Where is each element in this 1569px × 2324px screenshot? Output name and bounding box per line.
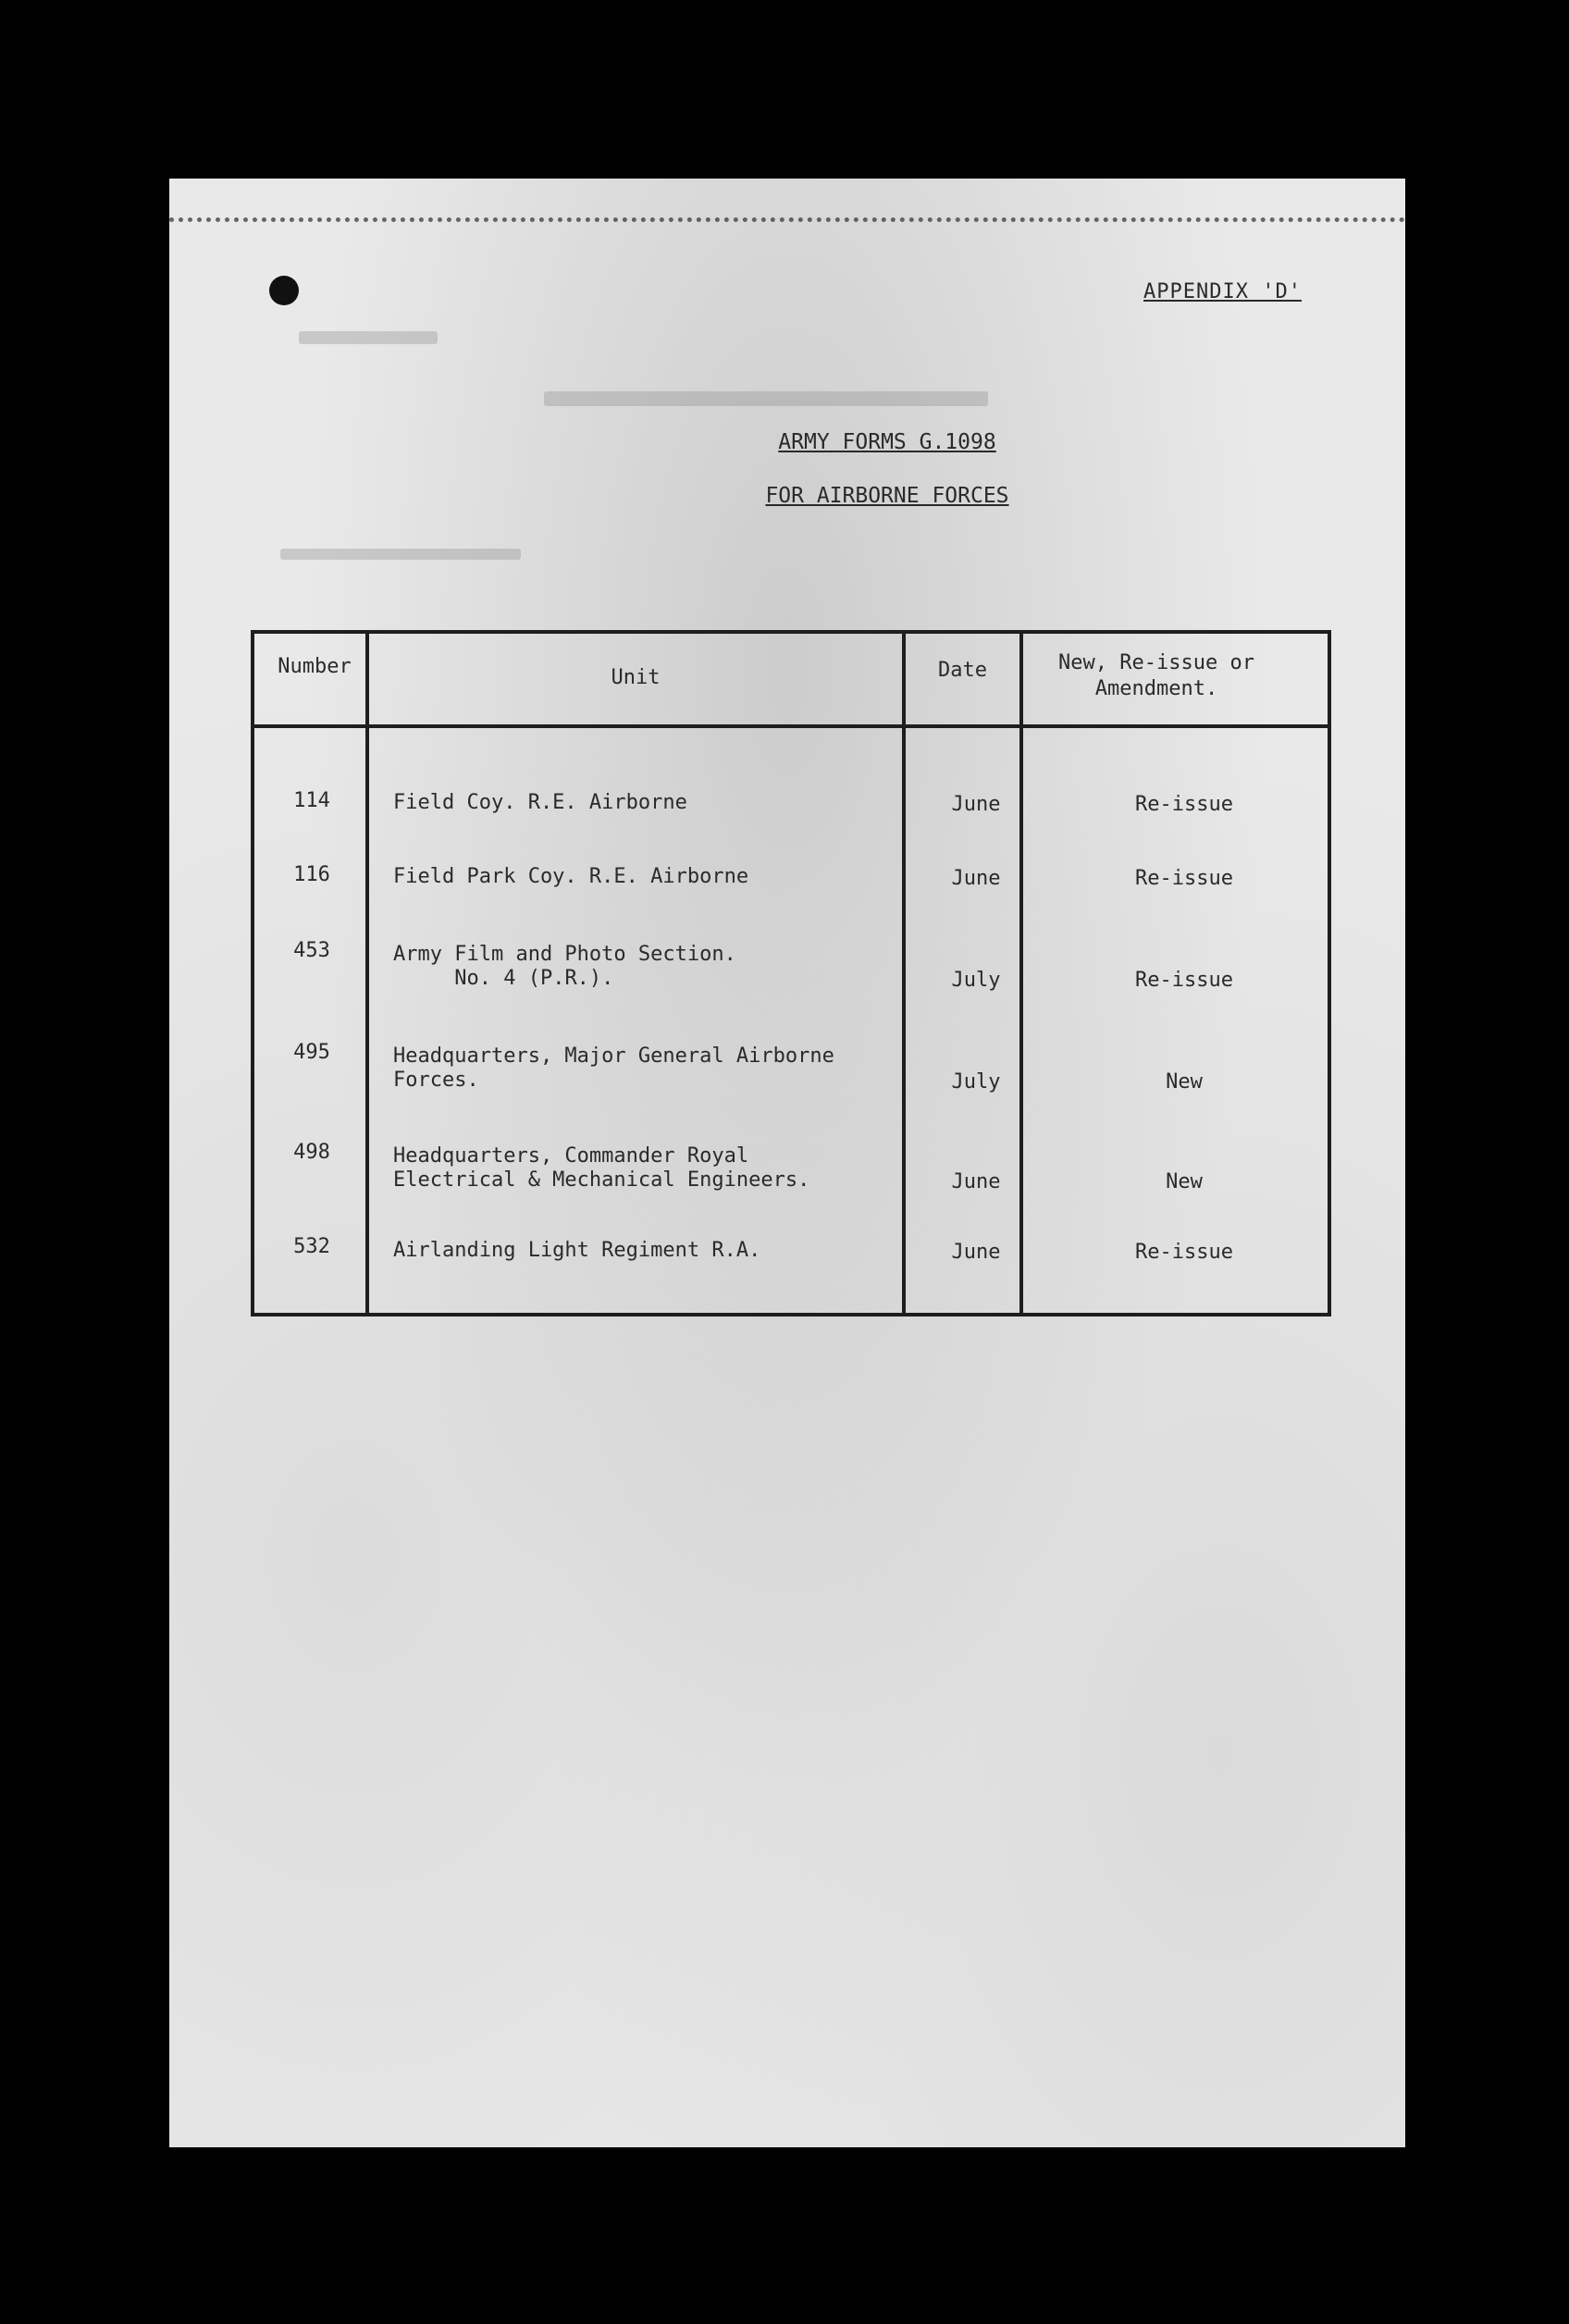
document-title-text: ARMY FORMS G.1098 — [778, 430, 996, 454]
punch-hole — [269, 276, 299, 305]
table-cell-number: 453 — [293, 939, 330, 962]
table-cell-date: June — [951, 793, 1001, 816]
document-subtitle — [169, 484, 1405, 508]
document-title — [169, 430, 1405, 454]
perforation-line — [169, 217, 1405, 222]
table-cell-number: 116 — [293, 863, 330, 886]
table-cell-date: June — [951, 1170, 1001, 1193]
column-header-status: New, Re-issue or Amendment. — [1058, 651, 1254, 700]
table-cell-unit: Headquarters, Commander Royal Electrical & Mechanical Engineers. — [393, 1144, 810, 1192]
header-divider — [254, 724, 1328, 728]
column-header-date: Date — [938, 659, 987, 682]
column-header-number: Number — [278, 655, 352, 678]
scan-smudge — [544, 391, 988, 406]
document-sheet — [169, 179, 1405, 2147]
table-cell-unit: Field Coy. R.E. Airborne — [393, 791, 687, 814]
table-cell-date: July — [951, 1070, 1001, 1094]
table-cell-date: June — [951, 867, 1001, 890]
table-cell-status: Re-issue — [1135, 1241, 1233, 1264]
forms-table — [251, 630, 1331, 1317]
column-divider — [365, 634, 369, 1313]
table-cell-unit: Field Park Coy. R.E. Airborne — [393, 865, 749, 888]
table-cell-status: Re-issue — [1135, 793, 1233, 816]
table-cell-status: New — [1166, 1070, 1203, 1094]
scan-smudge — [299, 331, 438, 344]
table-cell-number: 498 — [293, 1141, 330, 1164]
table-cell-status: New — [1166, 1170, 1203, 1193]
table-cell-date: June — [951, 1241, 1001, 1264]
table-cell-number: 495 — [293, 1041, 330, 1064]
table-cell-unit: Headquarters, Major General Airborne Forces. — [393, 1045, 834, 1092]
table-cell-unit: Airlanding Light Regiment R.A. — [393, 1239, 761, 1262]
table-cell-unit: Army Film and Photo Section. No. 4 (P.R.). — [393, 943, 736, 990]
table-cell-status: Re-issue — [1135, 969, 1233, 992]
scan-smudge — [280, 549, 521, 560]
table-cell-status: Re-issue — [1135, 867, 1233, 890]
table-cell-number: 114 — [293, 789, 330, 812]
document-subtitle-text: FOR AIRBORNE FORCES — [765, 484, 1009, 508]
column-header-unit: Unit — [611, 666, 661, 689]
table-cell-date: July — [951, 969, 1001, 992]
appendix-label: APPENDIX 'D' — [1143, 280, 1302, 303]
table-cell-number: 532 — [293, 1235, 330, 1258]
